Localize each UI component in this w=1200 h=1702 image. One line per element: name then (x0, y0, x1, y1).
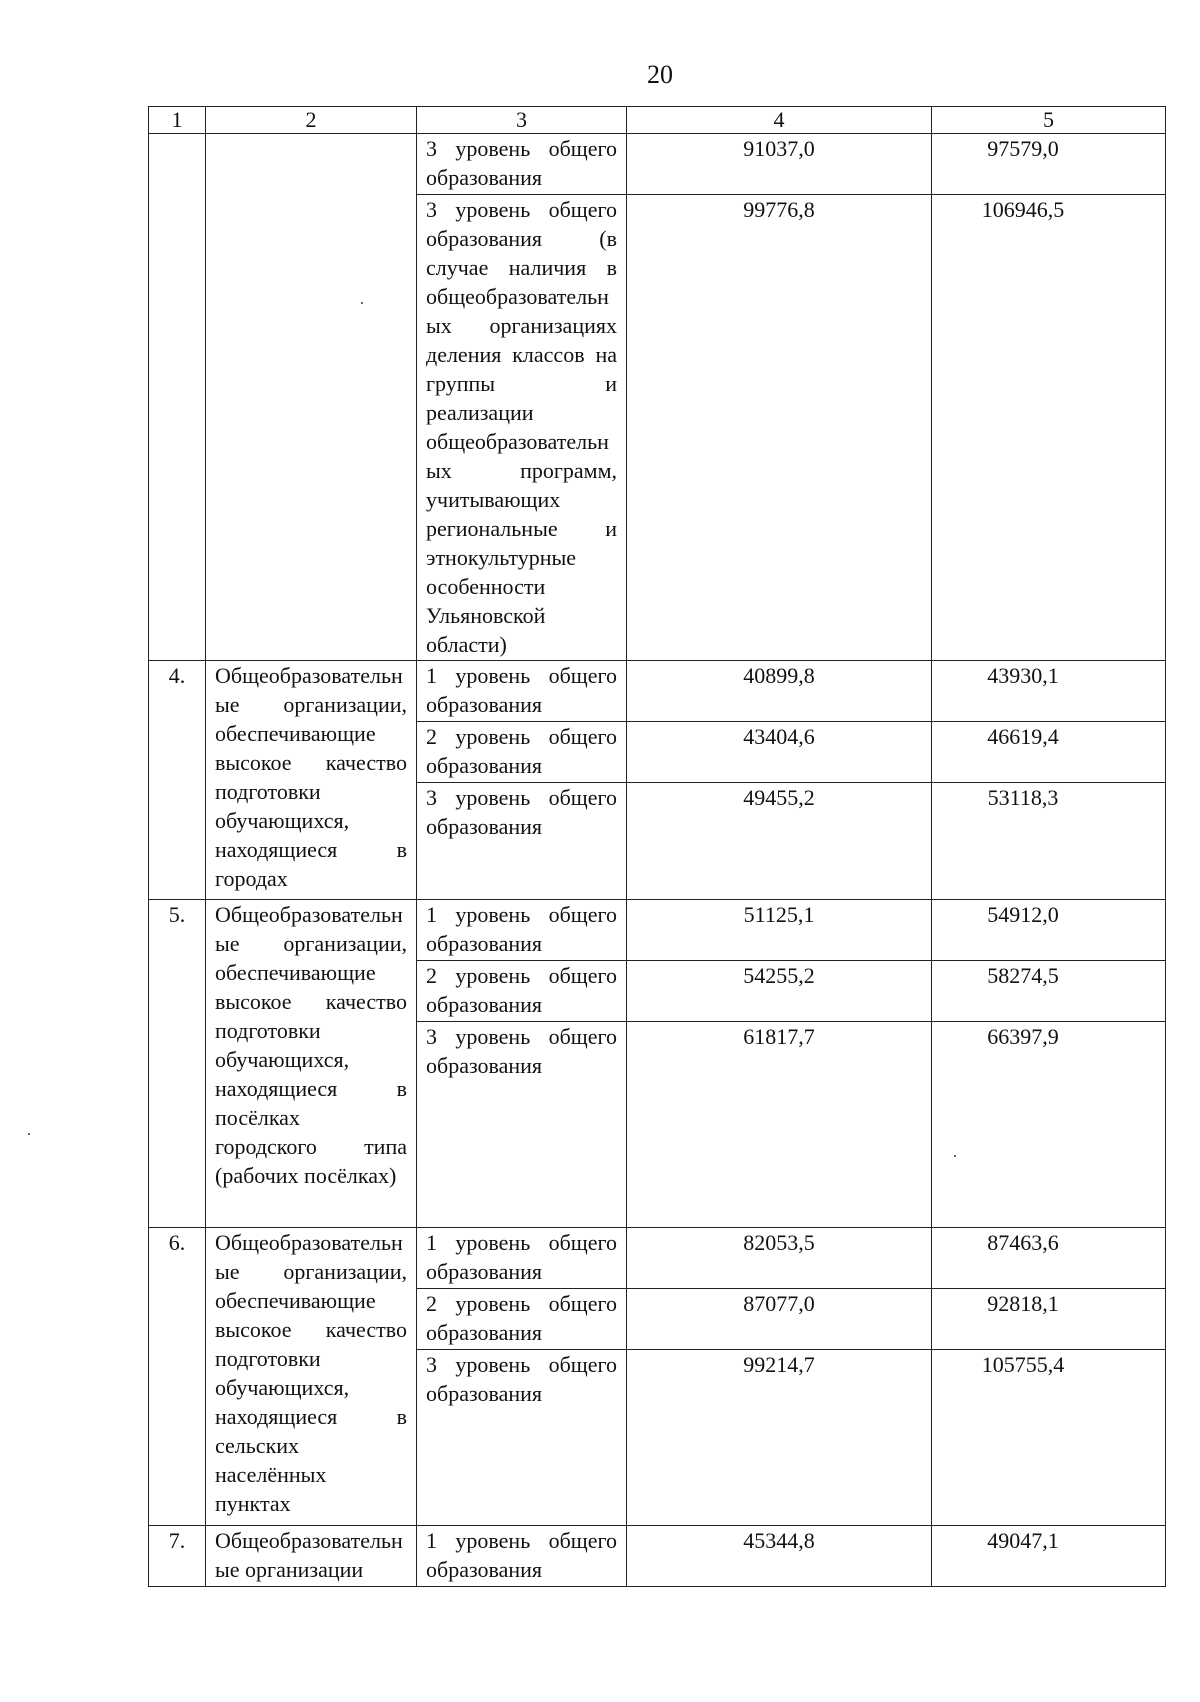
value-col5-cell: 54912,0 (932, 900, 1166, 961)
row-number-cell (149, 134, 206, 661)
data-table (148, 106, 1166, 1587)
value-col4-cell: 99776,8 (627, 195, 932, 661)
education-level-cell: 2 уровень общего образования (417, 961, 627, 1022)
row-number-cell: 7. (149, 1526, 206, 1587)
column-header: 3 (417, 107, 627, 134)
value-col4-cell: 49455,2 (627, 783, 932, 900)
column-header: 4 (627, 107, 932, 134)
value-col5-cell: 105755,4 (932, 1350, 1166, 1526)
value-col5-cell: 97579,0 (932, 134, 1166, 195)
value-col4-cell: 54255,2 (627, 961, 932, 1022)
value-col5-cell: 46619,4 (932, 722, 1166, 783)
education-level-cell: 2 уровень общего образования (417, 722, 627, 783)
education-level-cell: 2 уровень общего образования (417, 1289, 627, 1350)
value-col5-cell: 43930,1 (932, 661, 1166, 722)
page-number: 20 (647, 60, 673, 89)
value-col4-cell: 91037,0 (627, 134, 932, 195)
value-col5-cell: 49047,1 (932, 1526, 1166, 1587)
column-header: 1 (149, 107, 206, 134)
table-row (149, 134, 1166, 195)
education-level-cell: 1 уровень общего образования (417, 661, 627, 722)
value-col5-cell: 92818,1 (932, 1289, 1166, 1350)
value-col4-cell: 99214,7 (627, 1350, 932, 1526)
education-level-cell: 3 уровень общего образования (417, 783, 627, 900)
education-level-cell: 3 уровень общего образования (417, 1022, 627, 1228)
scan-speck (954, 1155, 956, 1157)
column-header: 2 (206, 107, 417, 134)
organization-type-cell: Общеобразовательные организации (206, 1526, 417, 1587)
row-number-cell: 6. (149, 1228, 206, 1526)
table-row (149, 1228, 1166, 1289)
education-level-cell: 3 уровень общего образования (417, 1350, 627, 1526)
value-col4-cell: 61817,7 (627, 1022, 932, 1228)
organization-type-cell: Общеобразовательные организации, обеспечивающие высокое качество подготовки обучающихся, находящиеся в сельских населённых пунктах (206, 1228, 417, 1526)
organization-type-cell (206, 134, 417, 661)
value-col4-cell: 40899,8 (627, 661, 932, 722)
value-col4-cell: 87077,0 (627, 1289, 932, 1350)
table-row (149, 661, 1166, 722)
column-header: 5 (932, 107, 1166, 134)
value-col4-cell: 45344,8 (627, 1526, 932, 1587)
education-level-cell: 1 уровень общего образования (417, 900, 627, 961)
value-col5-cell: 58274,5 (932, 961, 1166, 1022)
value-col5-cell: 53118,3 (932, 783, 1166, 900)
value-col4-cell: 51125,1 (627, 900, 932, 961)
education-level-cell: 1 уровень общего образования (417, 1526, 627, 1587)
education-level-cell: 3 уровень общего образования (в случае наличия в общеобразовательных организациях деления классов на группы и реализации общеобразовательных программ, учитывающих региональные и этнокультурные особенности Ульяновской области) (417, 195, 627, 661)
education-level-cell: 3 уровень общего образования (417, 134, 627, 195)
row-number-cell: 4. (149, 661, 206, 900)
scan-speck (28, 1133, 30, 1135)
organization-type-cell: Общеобразовательные организации, обеспечивающие высокое качество подготовки обучающихся, находящиеся в городах (206, 661, 417, 900)
scan-speck (361, 302, 363, 304)
table-row (149, 900, 1166, 961)
value-col5-cell: 66397,9 (932, 1022, 1166, 1228)
value-col4-cell: 43404,6 (627, 722, 932, 783)
row-number-cell: 5. (149, 900, 206, 1228)
organization-type-cell: Общеобразовательные организации, обеспечивающие высокое качество подготовки обучающихся, находящиеся в посёлках городского типа (рабочих посёлках) (206, 900, 417, 1228)
value-col5-cell: 87463,6 (932, 1228, 1166, 1289)
value-col4-cell: 82053,5 (627, 1228, 932, 1289)
value-col5-cell: 106946,5 (932, 195, 1166, 661)
table-header-row (149, 107, 1166, 134)
education-level-cell: 1 уровень общего образования (417, 1228, 627, 1289)
table-row (149, 1526, 1166, 1587)
